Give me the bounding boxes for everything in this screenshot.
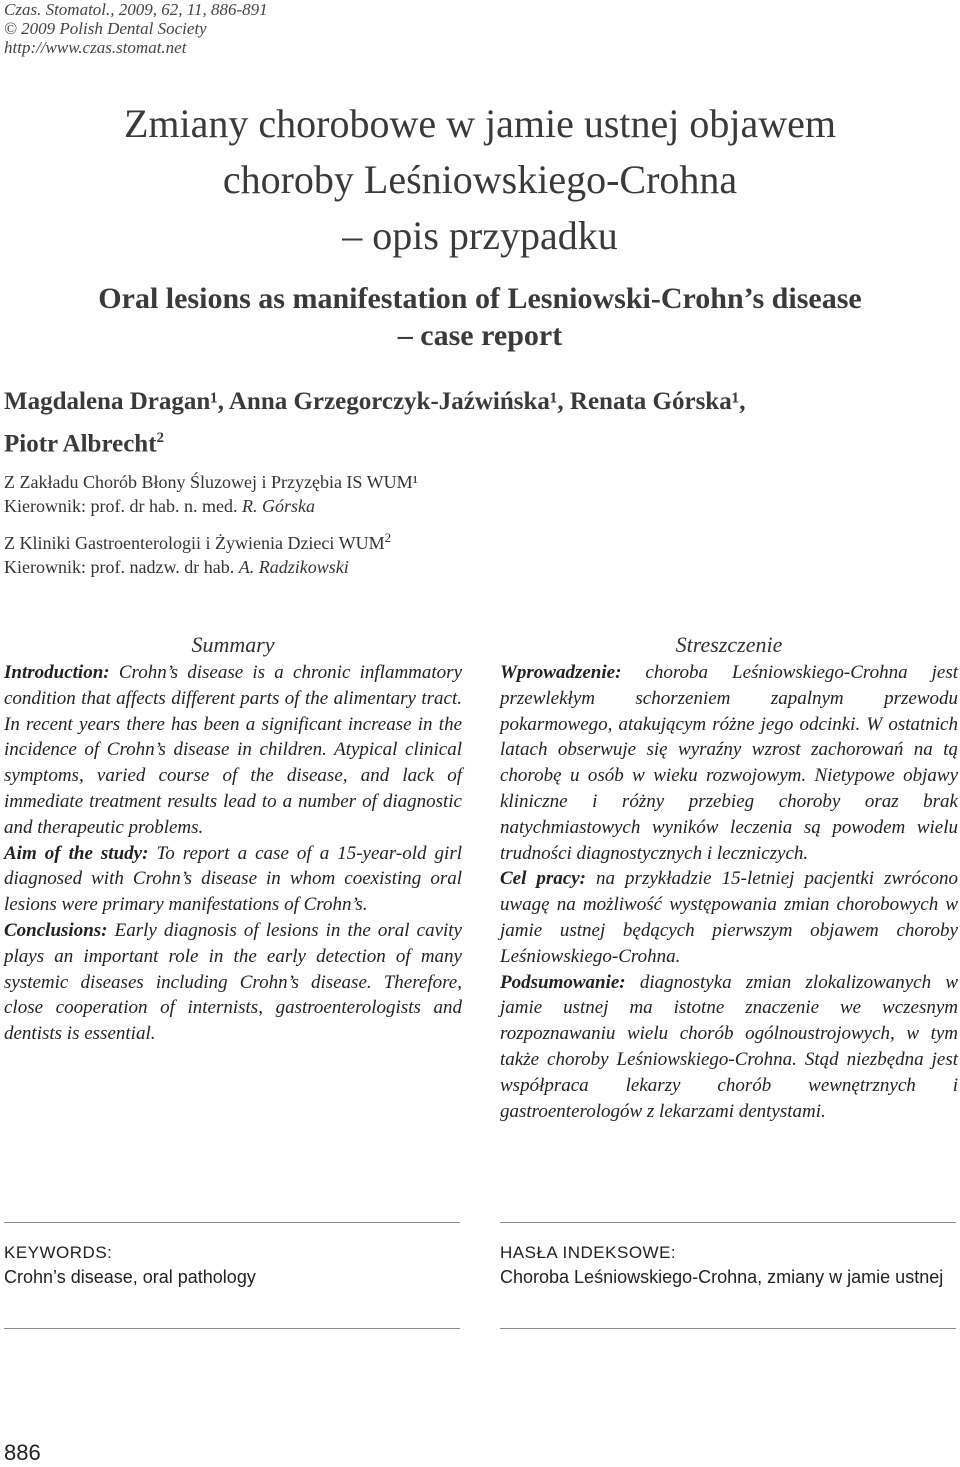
- affiliation-2-head-label: Kierownik: prof. nadzw. dr hab.: [4, 557, 235, 577]
- streszczenie-podsumowanie-text: diagnostyka zmian zlokalizowanych w jamie ustnej ma istotne znaczenie we wczesnym rozpoznawaniu wielu chorób ogólnoustrojowych, w tym także choroby Leśniowskiego-Crohna. Stąd niezbędna jest współpraca lekarzy chorób wewnętrznych i gastroenterologów z lekarzami dentystami.: [500, 971, 959, 1122]
- journal-citation: Czas. Stomatol., 2009, 62, 11, 886-891: [4, 0, 268, 19]
- author-name: Piotr Albrecht: [4, 430, 157, 458]
- author-list: [4, 384, 745, 462]
- affiliation-1: Z Zakładu Chorób Błony Śluzowej i Przyzębia IS WUM¹: [4, 472, 418, 492]
- affiliation-2-mark: 2: [384, 530, 392, 545]
- streszczenie-podsumowanie-label: Podsumowanie:: [500, 971, 626, 993]
- streszczenie-heading: Streszczenie: [675, 632, 783, 657]
- summary-aim-text: To report a case of a 15-year-old girl diagnosed with Crohn’s disease in whom coexisting oral lesions were primary manifestations of Crohn’s.: [4, 842, 463, 916]
- keywords-label: KEYWORDS:: [4, 1243, 113, 1262]
- page-number: 886: [4, 1440, 41, 1465]
- hasla-top-divider: [500, 1222, 956, 1223]
- summary-introduction: [4, 660, 462, 841]
- summary-introduction-label: Introduction:: [4, 662, 110, 683]
- title-polish: [0, 96, 960, 264]
- title-polish-line-3: – opis przypadku: [342, 213, 618, 258]
- hasla-text: Choroba Leśniowskiego-Crohna, zmiany w jamie ustnej: [500, 1267, 944, 1287]
- hasla-label: HASŁA INDEKSOWE:: [500, 1243, 677, 1262]
- title-english-line-2: – case report: [397, 319, 563, 352]
- title-polish-line-1: Zmiany chorobowe w jamie ustnej objawem: [123, 101, 837, 146]
- affiliation-1-head-name: R. Górska: [241, 496, 315, 516]
- author-line-1: Magdalena Dragan¹, Anna Grzegorczyk-Jaźwińska¹, Renata Górska¹,: [4, 388, 746, 415]
- affiliation-2-head-name: A. Radzikowski: [238, 557, 349, 577]
- keywords-text: Crohn’s disease, oral pathology: [4, 1267, 256, 1287]
- affiliation-1-head-label: Kierownik: prof. dr hab. n. med.: [4, 496, 238, 516]
- journal-header: [4, 0, 268, 57]
- title-english: [0, 280, 960, 354]
- summary-aim-label: Aim of the study:: [4, 842, 149, 864]
- title-polish-line-2: choroby Leśniowskiego-Crohna: [222, 157, 738, 202]
- keywords-polish: [500, 1240, 956, 1290]
- summary-polish: [500, 630, 958, 1124]
- streszczenie-wprowadzenie-text: choroba Leśniowskiego-Crohna jest przewlekłym schorzeniem zapalnym przewodu pokarmowego, atakującym różne jego odcinki. W ostatnich latach obserwuje się wyraźny wzrost zachorowań na tą chorobę u osób w wieku rozwojowym. Nietypowe objawy kliniczne i różny przebieg choroby oraz brak natychmiastowych wyników leczenia są powodem wielu trudności diagnostycznych i leczniczych.: [500, 662, 958, 864]
- title-english-line-1: Oral lesions as manifestation of Lesniowski-Crohn’s disease: [98, 282, 862, 315]
- summary-conclusions-label: Conclusions:: [4, 919, 108, 941]
- streszczenie-cel: [500, 866, 958, 969]
- summary-conclusions-text: Early diagnosis of lesions in the oral cavity plays an important role in the early detection of many systemic diseases including Crohn’s disease. Therefore, close cooperation of internists, gastroenterologists and dentists is essential.: [4, 919, 462, 1045]
- hasla-bottom-divider: [500, 1328, 956, 1329]
- streszczenie-wprowadzenie-label: Wprowadzenie:: [500, 662, 622, 683]
- affiliations: [4, 470, 418, 579]
- journal-url[interactable]: http://www.czas.stomat.net: [4, 38, 187, 57]
- summary-aim: [4, 841, 462, 918]
- summary-conclusions: [4, 918, 462, 1047]
- streszczenie-cel-label: Cel pracy:: [500, 868, 586, 890]
- author-affiliation-mark: 2: [156, 430, 165, 446]
- keywords-top-divider: [4, 1222, 460, 1223]
- streszczenie-wprowadzenie: [500, 660, 958, 866]
- affiliation-2-name: Z Kliniki Gastroenterologii i Żywienia Dzieci WUM: [4, 533, 385, 553]
- affiliation-2-head: [4, 555, 418, 579]
- affiliation-1-head: [4, 494, 418, 518]
- summary-english: [4, 630, 462, 1047]
- summary-introduction-text: Crohn’s disease is a chronic inflammatory condition that affects different parts of the alimentary tract. In recent years there has been a significant increase in the incidence of Crohn’s disease in children. Atypical clinical symptoms, varied course of the disease, and lack of immediate treatment results lead to a number of diagnostic and therapeutic problems.: [4, 662, 463, 838]
- copyright-line: © 2009 Polish Dental Society: [4, 19, 207, 38]
- keywords-bottom-divider: [4, 1328, 460, 1329]
- affiliation-2: [4, 526, 418, 555]
- streszczenie-podsumowanie: [500, 970, 958, 1125]
- summary-heading: Summary: [191, 632, 275, 657]
- author-line-2: [4, 420, 745, 462]
- keywords-english: [4, 1240, 256, 1290]
- streszczenie-cel-text: na przykładzie 15-letniej pacjentki zwrócono uwagę na możliwość występowania zmian chorobowych w jamie ustnej będących pierwszym objawem choroby Leśniowskiego-Crohna.: [500, 868, 958, 967]
